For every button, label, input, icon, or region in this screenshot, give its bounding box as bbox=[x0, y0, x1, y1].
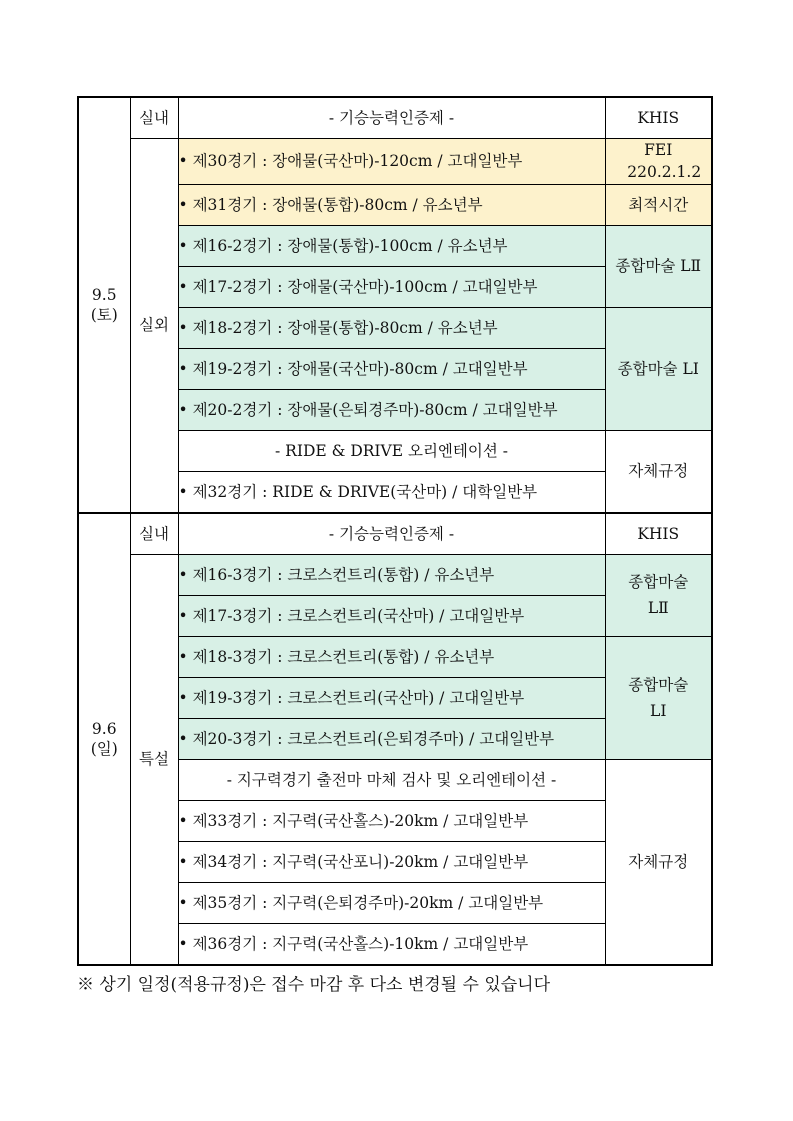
venue-cell: 실내 bbox=[130, 513, 178, 555]
rule-text: FEI 220.2.1.2 bbox=[627, 141, 702, 182]
weekday-text: (일) bbox=[90, 739, 118, 758]
schedule-table bbox=[77, 96, 713, 966]
event-cell: - 지구력경기 출전마 마체 검사 및 오리엔테이션 - bbox=[178, 759, 605, 800]
event-cell: • 제19-2경기 : 장애물(국산마)-80cm / 고대일반부 bbox=[178, 348, 605, 389]
event-cell: • 제30경기 : 장애물(국산마)-120cm / 고대일반부 bbox=[178, 139, 605, 185]
date-cell bbox=[78, 97, 130, 513]
rule-cell bbox=[605, 636, 712, 759]
rule-cell bbox=[605, 554, 712, 636]
event-cell: • 제36경기 : 지구력(국산홀스)-10km / 고대일반부 bbox=[178, 923, 605, 965]
event-cell: - 기승능력인증제 - bbox=[178, 97, 605, 139]
event-cell: • 제16-3경기 : 크로스컨트리(통합) / 유소년부 bbox=[178, 554, 605, 595]
event-cell: • 제31경기 : 장애물(통합)-80cm / 유소년부 bbox=[178, 184, 605, 225]
event-cell: - RIDE & DRIVE 오리엔테이션 - bbox=[178, 430, 605, 471]
event-cell: • 제20-2경기 : 장애물(은퇴경주마)-80cm / 고대일반부 bbox=[178, 389, 605, 430]
event-cell: • 제17-2경기 : 장애물(국산마)-100cm / 고대일반부 bbox=[178, 266, 605, 307]
date-text: 9.5 bbox=[91, 285, 117, 304]
date-text: 9.6 bbox=[91, 719, 117, 738]
rule-cell: 자체규정 bbox=[605, 759, 712, 965]
event-cell: • 제18-2경기 : 장애물(통합)-80cm / 유소년부 bbox=[178, 307, 605, 348]
event-cell: • 제16-2경기 : 장애물(통합)-100cm / 유소년부 bbox=[178, 225, 605, 266]
event-cell: - 기승능력인증제 - bbox=[178, 513, 605, 555]
date-cell bbox=[78, 513, 130, 965]
event-cell: • 제17-3경기 : 크로스컨트리(국산마) / 고대일반부 bbox=[178, 595, 605, 636]
event-cell: • 제19-3경기 : 크로스컨트리(국산마) / 고대일반부 bbox=[178, 677, 605, 718]
rule-cell: KHIS bbox=[605, 97, 712, 139]
table-row bbox=[78, 97, 712, 139]
table-row bbox=[78, 139, 712, 185]
venue-cell: 실내 bbox=[130, 97, 178, 139]
event-cell: • 제34경기 : 지구력(국산포니)-20km / 고대일반부 bbox=[178, 841, 605, 882]
footnote: ※ 상기 일정(적용규정)은 접수 마감 후 다소 변경될 수 있습니다 bbox=[77, 975, 551, 995]
rule-cell bbox=[605, 139, 712, 185]
event-cell: • 제35경기 : 지구력(은퇴경주마)-20km / 고대일반부 bbox=[178, 882, 605, 923]
weekday-text: (토) bbox=[90, 305, 118, 324]
event-cell: • 제33경기 : 지구력(국산홀스)-20km / 고대일반부 bbox=[178, 800, 605, 841]
venue-cell: 실외 bbox=[130, 139, 178, 513]
rule-text: 종합마술 LⅡ bbox=[628, 573, 689, 618]
rule-text: 종합마술 LⅠ bbox=[628, 675, 689, 720]
table-row bbox=[78, 513, 712, 555]
rule-cell: 자체규정 bbox=[605, 430, 712, 513]
event-cell: • 제32경기 : RIDE & DRIVE(국산마) / 대학일반부 bbox=[178, 471, 605, 513]
rule-cell: 종합마술 LⅡ bbox=[605, 225, 712, 307]
rule-cell: 최적시간 bbox=[605, 184, 712, 225]
event-cell: • 제18-3경기 : 크로스컨트리(통합) / 유소년부 bbox=[178, 636, 605, 677]
event-cell: • 제20-3경기 : 크로스컨트리(은퇴경주마) / 고대일반부 bbox=[178, 718, 605, 759]
rule-cell: 종합마술 LⅠ bbox=[605, 307, 712, 430]
venue-cell: 특설 bbox=[130, 554, 178, 965]
rule-cell: KHIS bbox=[605, 513, 712, 555]
table-row bbox=[78, 554, 712, 595]
